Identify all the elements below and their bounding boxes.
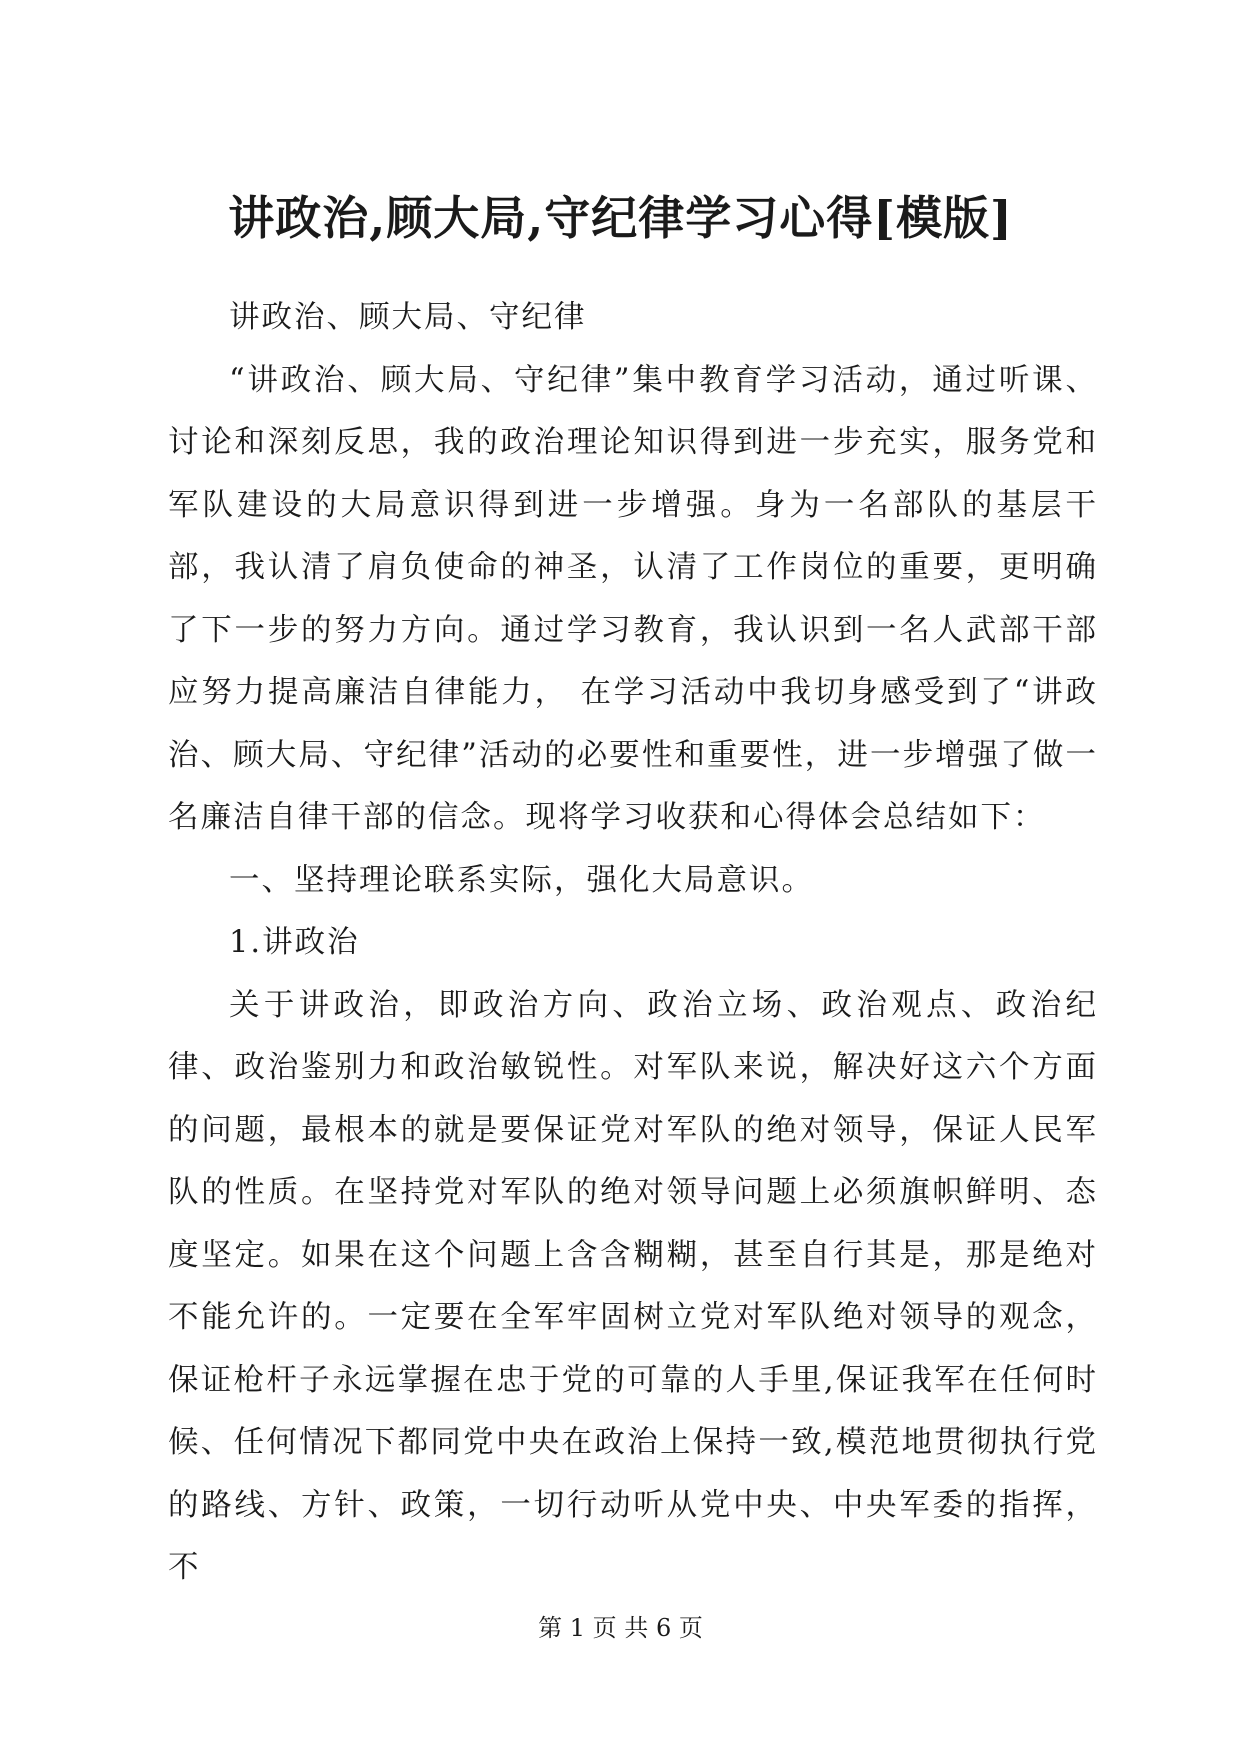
body-paragraph: 关于讲政治，即政治方向、政治立场、政治观点、政治纪律、政治鉴别力和政治敏锐性。对军队来说，解决好这六个方面的问题，最根本的就是要保证党对军队的绝对领导，保证人民军队的性质。在坚持党对军队的绝对领导问题上必须旗帜鲜明、态度坚定。如果在这个问题上含含糊糊，甚至自行其是，那是绝对不能允许的。一定要在全军牢固树立党对军队绝对领导的观念，保证枪杆子永远掌握在忠于党的可靠的人手里,保证我军在任何时候、任何情况下都同党中央在政治上保持一致,模范地贯彻执行党的路线、方针、政策，一切行动听从党中央、中央军委的指挥，不	[168, 987, 1098, 1585]
subsection-heading: 1.讲政治	[229, 925, 360, 960]
intro-paragraph: “讲政治、顾大局、守纪律”集中教育学习活动，通过听课、讨论和深刻反思，我的政治理论知识得到进一步充实，服务党和军队建设的大局意识得到进一步增强。身为一名部队的基层干部，我认清了肩负使命的神圣，认清了工作岗位的重要，更明确了下一步的努力方向。通过学习教育，我认识到一名人武部干部应努力提高廉洁自律能力， 在学习活动中我切身感受到了“讲政治、顾大局、守纪律”活动的必要性和重要性，进一步增强了做一名廉洁自律干部的信念。现将学习收获和心得体会总结如下：	[168, 362, 1098, 835]
document-body	[168, 287, 1098, 1600]
document-title: 讲政治,顾大局,守纪律学习心得[模版]	[228, 191, 1013, 245]
section-heading: 一、坚持理论联系实际，强化大局意识。	[229, 862, 814, 898]
page-number: 第 1 页 共 6 页	[538, 1614, 703, 1642]
subtitle-paragraph: 讲政治、顾大局、守纪律	[229, 300, 587, 335]
